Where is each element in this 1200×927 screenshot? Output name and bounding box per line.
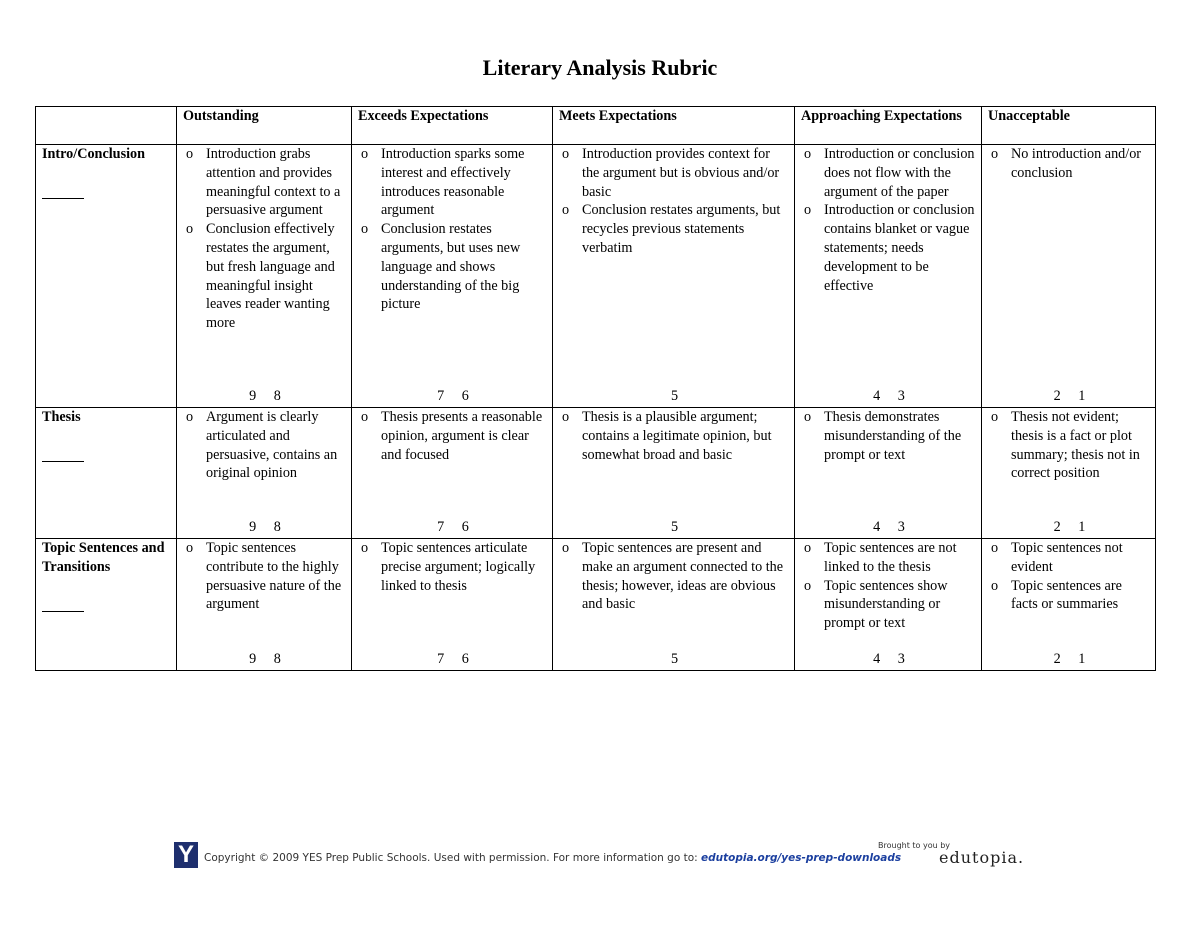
descriptor-list	[801, 539, 977, 633]
descriptor-list	[559, 539, 790, 614]
descriptor-item: o Topic sentences are facts or summaries	[988, 577, 1151, 615]
descriptor-list	[801, 145, 977, 295]
descriptor-item: o Introduction grabs attention and provides meaningful context to a persuasive argument	[183, 145, 347, 220]
criterion-label: Thesis	[42, 409, 81, 425]
descriptor-item: o Thesis is a plausible argument; contains a legitimate opinion, but somewhat broad and basic	[559, 408, 790, 464]
rubric-cell	[352, 408, 553, 539]
descriptor-item: o Argument is clearly articulated and persuasive, contains an original opinion	[183, 408, 347, 483]
rubric-cell	[982, 539, 1156, 671]
descriptor-list	[183, 539, 347, 614]
score-points: 2 1	[1053, 388, 1086, 405]
descriptor-list	[988, 408, 1151, 483]
descriptor-item: o Introduction or conclusion does not flow with the argument of the paper	[801, 145, 977, 201]
score-points: 4 3	[873, 388, 905, 405]
descriptor-list	[801, 408, 977, 464]
descriptor-item: o Introduction or conclusion contains blanket or vague statements; needs development to be effective	[801, 201, 977, 295]
score-points: 9 8	[249, 651, 281, 668]
descriptor-item: o Thesis presents a reasonable opinion, argument is clear and focused	[358, 408, 548, 464]
descriptor-item: o Conclusion effectively restates the argument, but fresh language and meaningful insight leaves reader wanting more	[183, 220, 347, 333]
descriptor-list	[183, 145, 347, 333]
rubric-cell	[177, 408, 352, 539]
rubric-cell	[982, 145, 1156, 408]
criterion-cell	[36, 539, 177, 671]
header-row	[36, 107, 1156, 145]
rubric-cell	[352, 539, 553, 671]
corner-cell	[36, 107, 177, 145]
copyright-text	[204, 852, 901, 864]
score-points: 5	[670, 388, 679, 405]
descriptor-list	[358, 408, 548, 464]
descriptor-list	[559, 408, 790, 464]
descriptor-item: o Topic sentences not evident	[988, 539, 1151, 577]
score-blank	[42, 198, 84, 199]
descriptor-item: o Thesis demonstrates misunderstanding of the prompt or text	[801, 408, 977, 464]
rubric-table	[35, 106, 1156, 671]
table-row	[36, 408, 1156, 539]
column-header: Approaching Expectations	[795, 107, 982, 145]
brought-to-you-text: Brought to you by	[878, 841, 951, 850]
score-points: 2 1	[1053, 651, 1086, 668]
table-row	[36, 145, 1156, 408]
descriptor-item: o Topic sentences articulate precise argument; logically linked to thesis	[358, 539, 548, 595]
rubric-cell	[553, 145, 795, 408]
descriptor-item: o Topic sentences are not linked to the thesis	[801, 539, 977, 577]
criterion-cell	[36, 145, 177, 408]
download-link[interactable]: edutopia.org/yes-prep-downloads	[701, 852, 902, 864]
rubric-cell	[177, 539, 352, 671]
column-header: Outstanding	[177, 107, 352, 145]
rubric-cell	[553, 408, 795, 539]
rubric-cell	[982, 408, 1156, 539]
descriptor-list	[358, 539, 548, 595]
criterion-label: Topic Sentences and Transitions	[42, 540, 165, 575]
rubric-cell	[795, 145, 982, 408]
score-points: 4 3	[873, 651, 905, 668]
score-points: 2 1	[1053, 519, 1086, 536]
score-points: 7 6	[437, 388, 469, 405]
column-header: Unacceptable	[982, 107, 1156, 145]
score-blank	[42, 611, 84, 612]
column-header: Meets Expectations	[553, 107, 795, 145]
score-points: 5	[670, 519, 679, 536]
criterion-cell	[36, 408, 177, 539]
score-points: 9 8	[249, 388, 281, 405]
descriptor-list	[988, 539, 1151, 614]
descriptor-item: o Topic sentences show misunderstanding or prompt or text	[801, 577, 977, 633]
column-header: Exceeds Expectations	[352, 107, 553, 145]
rubric-cell	[795, 539, 982, 671]
descriptor-list	[559, 145, 790, 258]
descriptor-item: o Topic sentences are present and make an argument connected to the thesis; however, ideas are obvious and basic	[559, 539, 790, 614]
score-points: 7 6	[437, 519, 469, 536]
score-blank	[42, 461, 84, 462]
descriptor-item: o Conclusion restates arguments, but uses new language and shows understanding of the big picture	[358, 220, 548, 314]
edutopia-logo: edutopia.	[939, 848, 1025, 867]
score-points: 4 3	[873, 519, 905, 536]
footer	[174, 840, 1034, 870]
criterion-label: Intro/Conclusion	[42, 146, 146, 162]
descriptor-list	[183, 408, 347, 483]
score-points: 5	[670, 651, 679, 668]
score-points: 7 6	[437, 651, 469, 668]
descriptor-list	[358, 145, 548, 314]
descriptor-item: o Thesis not evident; thesis is a fact or plot summary; thesis not in correct position	[988, 408, 1151, 483]
rubric-cell	[352, 145, 553, 408]
table-row	[36, 539, 1156, 671]
descriptor-item: o Introduction provides context for the argument but is obvious and/or basic	[559, 145, 790, 201]
descriptor-item: o Topic sentences contribute to the highly persuasive nature of the argument	[183, 539, 347, 614]
yes-prep-logo: Y	[174, 842, 198, 868]
copyright-statement: Copyright © 2009 YES Prep Public Schools. Used with permission. For more information go to:	[204, 852, 702, 864]
score-points: 9 8	[249, 519, 281, 536]
rubric-cell	[795, 408, 982, 539]
descriptor-list	[988, 145, 1151, 183]
descriptor-item: o Conclusion restates arguments, but recycles previous statements verbatim	[559, 201, 790, 257]
rubric-cell	[553, 539, 795, 671]
descriptor-item: o Introduction sparks some interest and effectively introduces reasonable argument	[358, 145, 548, 220]
document-title: Literary Analysis Rubric	[482, 55, 718, 80]
rubric-cell	[177, 145, 352, 408]
descriptor-item: o No introduction and/or conclusion	[988, 145, 1151, 183]
